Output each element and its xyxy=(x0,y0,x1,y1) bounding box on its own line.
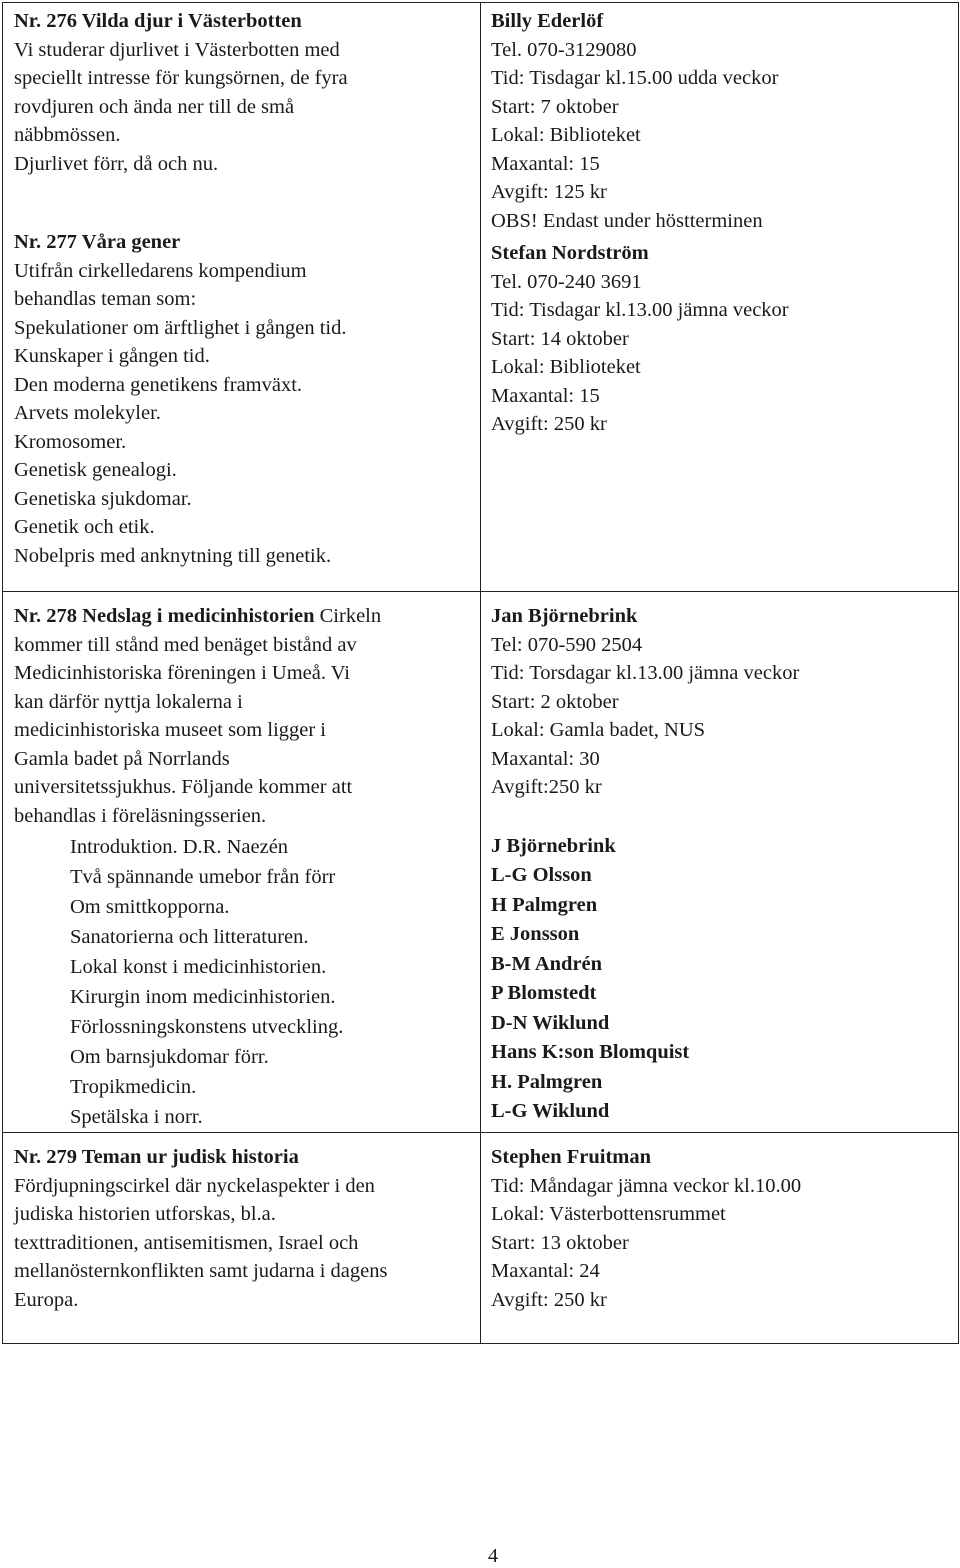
course-text-line: Fördjupningscirkel där nyckelaspekter i den xyxy=(14,1174,375,1197)
course-info-line: Maxantal: 24 xyxy=(491,1260,600,1282)
course-info-line: Avgift:250 kr xyxy=(491,776,602,798)
course-text-line: Djurlivet förr, då och nu. xyxy=(14,152,219,175)
course-text-line: Nobelpris med anknytning till genetik. xyxy=(14,544,332,567)
course-info-line: Avgift: 125 kr xyxy=(491,181,607,203)
course-text-line: judiska historien utforskas, bl.a. xyxy=(14,1203,276,1225)
course-info-line: Maxantal: 15 xyxy=(491,152,600,175)
table-row xyxy=(3,1133,959,1344)
lecture-topic: Introduktion. D.R. Naezén xyxy=(70,836,289,858)
course-leader: Stefan Nordström xyxy=(491,242,649,264)
course-info-line: Tid: Torsdagar kl.13.00 jämna veckor xyxy=(491,662,800,684)
course-info-line: Lokal: Gamla badet, NUS xyxy=(491,719,706,741)
lecturer-name: Hans K:son Blomquist xyxy=(491,1041,690,1063)
course-description-cell xyxy=(3,1133,481,1344)
course-text-line: Genetiska sjukdomar. xyxy=(14,487,192,510)
course-table xyxy=(2,2,959,1344)
lecturer-name: B-M Andrén xyxy=(491,952,603,975)
course-text-line: Genetik och etik. xyxy=(14,516,155,538)
course-info-line: Tid: Tisdagar kl.13.00 jämna veckor xyxy=(491,299,789,321)
course-info-line: Tel. 070-240 3691 xyxy=(491,270,642,293)
course-title: Nr. 277 Våra gener xyxy=(14,231,181,253)
lecture-topic: Lokal konst i medicinhistorien. xyxy=(70,956,327,978)
course-info-line: Lokal: Biblioteket xyxy=(491,124,641,146)
course-title: Nr. 278 Nedslag i medicinhistorien Cirkeln xyxy=(14,605,382,627)
course-info-line: Maxantal: 30 xyxy=(491,747,600,770)
course-text-line: universitetssjukhus. Följande kommer att xyxy=(14,776,353,798)
course-info-line: Maxantal: 15 xyxy=(491,384,600,407)
course-text-line: Arvets molekyler. xyxy=(14,402,161,424)
course-text-line: kommer till stånd med benäget bistånd av xyxy=(14,633,357,656)
lecture-topic: Två spännande umebor från förr xyxy=(70,866,336,888)
course-info-line: Tel. 070-3129080 xyxy=(491,38,637,61)
course-info-line: Avgift: 250 kr xyxy=(491,413,607,435)
course-description-cell xyxy=(3,3,481,592)
course-text-line: Europa. xyxy=(14,1288,79,1311)
course-text-line: rovdjuren och ända ner till de små xyxy=(14,95,295,118)
course-info-cell xyxy=(481,1133,959,1344)
course-text-line: Genetisk genealogi. xyxy=(14,459,177,481)
lecturer-name: J Björnebrink xyxy=(491,834,616,857)
course-info-cell xyxy=(481,3,959,592)
course-text-line: texttraditionen, antisemitismen, Israel och xyxy=(14,1231,359,1254)
lecturer-name: D-N Wiklund xyxy=(491,1011,610,1034)
course-text-line: speciellt intresse för kungsörnen, de fyra xyxy=(14,67,348,89)
lecture-topic: Sanatorierna och litteraturen. xyxy=(70,926,309,948)
course-info-line: Tel: 070-590 2504 xyxy=(491,633,643,656)
course-text-line: kan därför nyttja lokalerna i xyxy=(14,690,243,713)
lecture-topic: Kirurgin inom medicinhistorien. xyxy=(70,986,336,1008)
course-text-line: Kromosomer. xyxy=(14,430,127,453)
course-text-line: Gamla badet på Norrlands xyxy=(14,747,230,770)
course-info-line: Start: 2 oktober xyxy=(491,690,619,713)
course-text-line: behandlas teman som: xyxy=(14,288,197,310)
course-title: Nr. 279 Teman ur judisk historia xyxy=(14,1146,299,1168)
lecture-topic: Tropikmedicin. xyxy=(70,1076,197,1098)
page-number: 4 xyxy=(487,1545,499,1567)
course-leader: Stephen Fruitman xyxy=(491,1146,652,1168)
lecture-topic: Om barnsjukdomar förr. xyxy=(70,1046,269,1068)
course-info-line: Lokal: Västerbottensrummet xyxy=(491,1203,726,1225)
lecturer-name: L-G Wiklund xyxy=(491,1100,610,1122)
course-info-line: Start: 13 oktober xyxy=(491,1231,629,1254)
course-text-line: Utifrån cirkelledarens kompendium xyxy=(14,259,307,282)
course-info-line: Lokal: Biblioteket xyxy=(491,356,641,378)
course-text-line: Vi studerar djurlivet i Västerbotten med xyxy=(14,38,340,61)
course-info-line: Start: 14 oktober xyxy=(491,327,629,350)
table-row xyxy=(3,592,959,1133)
lecturer-name: H Palmgren xyxy=(491,893,598,916)
course-title: Nr. 276 Vilda djur i Västerbotten xyxy=(14,10,302,32)
lecturer-name: L-G Olsson xyxy=(491,864,592,886)
course-info-cell xyxy=(481,592,959,1133)
course-text-line: behandlas i föreläsningsserien. xyxy=(14,804,267,827)
lecture-topic: Om smittkopporna. xyxy=(70,896,230,918)
course-text-line: Spekulationer om ärftlighet i gången tid. xyxy=(14,316,347,339)
course-info-line: OBS! Endast under höstterminen xyxy=(491,209,763,232)
course-text-line: näbbmössen. xyxy=(14,124,121,146)
course-leader: Billy Ederlöf xyxy=(491,10,604,32)
course-info-line: Tid: Måndagar jämna veckor kl.10.00 xyxy=(491,1174,802,1197)
course-text-line: Den moderna genetikens framväxt. xyxy=(14,373,303,396)
course-text-line: Medicinhistoriska föreningen i Umeå. Vi xyxy=(14,662,350,684)
course-text-line: mellanösternkonflikten samt judarna i dagens xyxy=(14,1260,388,1282)
table-row xyxy=(3,3,959,592)
course-leader: Jan Björnebrink xyxy=(491,605,638,627)
course-info-line: Tid: Tisdagar kl.15.00 udda veckor xyxy=(491,67,779,89)
course-info-line: Avgift: 250 kr xyxy=(491,1288,607,1311)
course-text-line: medicinhistoriska museet som ligger i xyxy=(14,719,327,741)
lecture-topic: Förlossningskonstens utveckling. xyxy=(70,1016,344,1038)
course-text-line: Kunskaper i gången tid. xyxy=(14,345,210,367)
course-info-line: Start: 7 oktober xyxy=(491,95,619,118)
course-description-cell xyxy=(3,592,481,1133)
lecturer-name: H. Palmgren xyxy=(491,1070,603,1093)
lecturer-name: E Jonsson xyxy=(491,923,580,945)
lecture-topic: Spetälska i norr. xyxy=(70,1106,203,1128)
lecturer-name: P Blomstedt xyxy=(491,982,597,1004)
